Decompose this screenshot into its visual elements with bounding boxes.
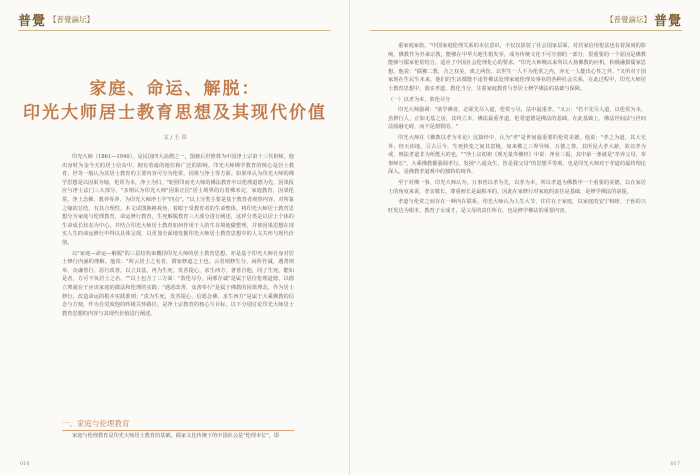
title-line-1: 家庭、命运、解脱：: [89, 79, 261, 99]
paragraph: 重家庭家族，"中国家庭伦理关系的本位意识，不仅仅影射了社会国家层面，对居家信用伦法也有着深刻的影响，佛教作为外来宗教，能够在中华大地生根发芽，成为传统文化不可分割的一部分，很重要的一个原因是佛教能够与儒家伦常结合，适应了中国社会伦理化心的要求。"印光大师晚以来所以大扬佛教的应机，积极融摄儒家思想。他说："儒佛二教，合之双美，离之两伤。以世生一人不为伦常之内，亦无一人能出心性之外。"又所对于国家现在生民生未来，他们的生活都能不违背佛法处理家庭伦理及事业的各种社会关系，在此过程中，印光大师居士教育思想中，落实孝道，教化当分，注重家庭教育与孝居士修学佛法的基础与保障。: [388, 43, 646, 92]
right-body: [388, 42, 646, 217]
left-body: [62, 153, 294, 320]
header-rule: [18, 30, 330, 31]
logo: 普覺: [653, 14, 682, 29]
paragraph: 孝道与伦常之间存在一种内在联系，印光大师认为人生大节，往往在于家庭，以家庭的安宁和睦、子孙的兴旺发达为根本，教育子女成才，是父母的责任所在，也是修学佛法的重要内容。: [388, 199, 646, 214]
subheading: （一）以孝为本，敦伦尽分: [388, 96, 451, 103]
column-name: 【普覺論坛】: [49, 15, 95, 24]
paragraph: 印光大师（1861—1940），是民国四大高僧之一，图被后世推尊为中国净土宗第十三代祖师。他出身时为金今天的居士信众中，拥有着最的地位和广泛的影响。印光大师佛学教育的核心是居士教育，世等一般认为其居士教育的主要内容可分为伦常、因果与净土等方面。如果单认为印光大师的佛学思想是以因果为轴，伦常为本，净土为归，"轮照印而光大师的佛法教育中以伦理道德为先，因果报应与净土法门三大部分。"多则认为印光大师"因果正信"居士境界的有着佛米完，家庭教育，因果伦常，净土念佛，教养等养，为印光大师净土学"四点"。"以上分类主要是基于教育者观察内容，对所篆之缘的总结，有其合理性。本文试图换换视角，着眼于受教育者的生命整体，将印光大师居士教育思想分为家庭与伦理教育，命运修行教育，生死解脱教育三大部分进行阐述，这样分类是以居士个体的生命成长状态为中心，并结合印光大师居士教育如何作用于人的生存境地做整理，并彼因果思想在现实人生的命运修行中得以具体呈现，以更加全面地发掘印光大师居士教育思想中的人文关怀与现代价值。: [62, 154, 294, 246]
right-page: [350, 0, 700, 475]
section-rule: [62, 430, 294, 431]
paragraph: 家庭与伦理教育是印光大师居士教育的基础。儒家文化传统下的中国社会是"伦理本位"，即: [72, 433, 280, 439]
paragraph: 至于对佛一事，印光大师认为，万事皆以孝为先，以孝为本，所以孝道为佛教中一个重要的美德，以在家居士的角度来说，孝亲敬长、尊重师长是最根本的，因此在家修行对家庭的责任是基础，是修学佛法的前提。: [388, 179, 646, 195]
page-number: 016: [20, 461, 30, 467]
paragraph: 印光大师在《佛教以孝为本论》这篇经中，认为"孝"是世间最重要的伦常美德，他说："孝之为道，其大无外，经天纬地，亘古亘今，生死转变之间其意极，如来佛之三界导师，万德之尊，其所见大孝大慈，故以孝为戒，则法孝道非为所能大的也。""净土宗初祖《观无量寿佛经》中说：净业三福，其中第一条就是"孝养父母，奉事师长"，大乘佛教都强调孝行。发扬"八通众生，皆是我父母"的思想平等观，也是印光大师对于孝道的最终理论深入，是佛教孝道观中的独特的境界。: [388, 134, 646, 176]
section-paragraph-container: [62, 432, 294, 441]
left-header: [18, 10, 94, 29]
header-rule: [370, 30, 682, 31]
article-title: [0, 78, 350, 124]
title-line-2: 印光大师居士教育思想及其现代价值: [23, 103, 327, 123]
page-number: 017: [670, 461, 680, 467]
logo: 普覺: [18, 14, 47, 29]
right-header: [606, 10, 682, 29]
paragraph: 以"家庭—命运—解脱"的三层结构来概括印光大师的居士教育思想，亦是基于印光大师自身对居士修行内涵的理解。他说："所云居士之名者，谓家修道之士也。云者则修生分，闲所作诚，遇善则举，众谦善行，恶行改善，以立其基，再为生死，发菩提心，求生西方，著善自他，同了生死，能如是者，方可不负居士之名。""以上包含了三方面："敦伦尽分，闲邪存诚"是属于居位伦理道德，以德立理就在于应该家庭的做法和伦理的实践："遇恶改善，众善奉行"是属于佛教的因果理念，作为居士修行，改造命运的根本实践准则；"真为生死，发菩提心，信愿念佛，求生西方"是属于大乘佛教的信念与方便，作为自觉度他的终极关怀路径。是净土宗教育的核心与目标，以下分别讨论印光大师居士教育思想的内容与其现代价值进行阐述。: [62, 250, 294, 317]
paragraph: 印光大师强调："欲学佛者，必须先尽人道，伦常亏尽，法中最重孝。"又云："若不先尽人道，以伦常为本，虽修行人，正如无基之房，其终立本，佛法最重孝道，伦常道德是佛法的基础，在此基础上，佛法世间法与世间法圆融无碍，而不是割裂的。": [388, 107, 646, 131]
column-name: 【普覺論坛】: [605, 15, 651, 24]
section-heading: 一、家庭与伦理教育: [62, 419, 130, 428]
byline: 文 / 王 卓: [163, 135, 187, 141]
